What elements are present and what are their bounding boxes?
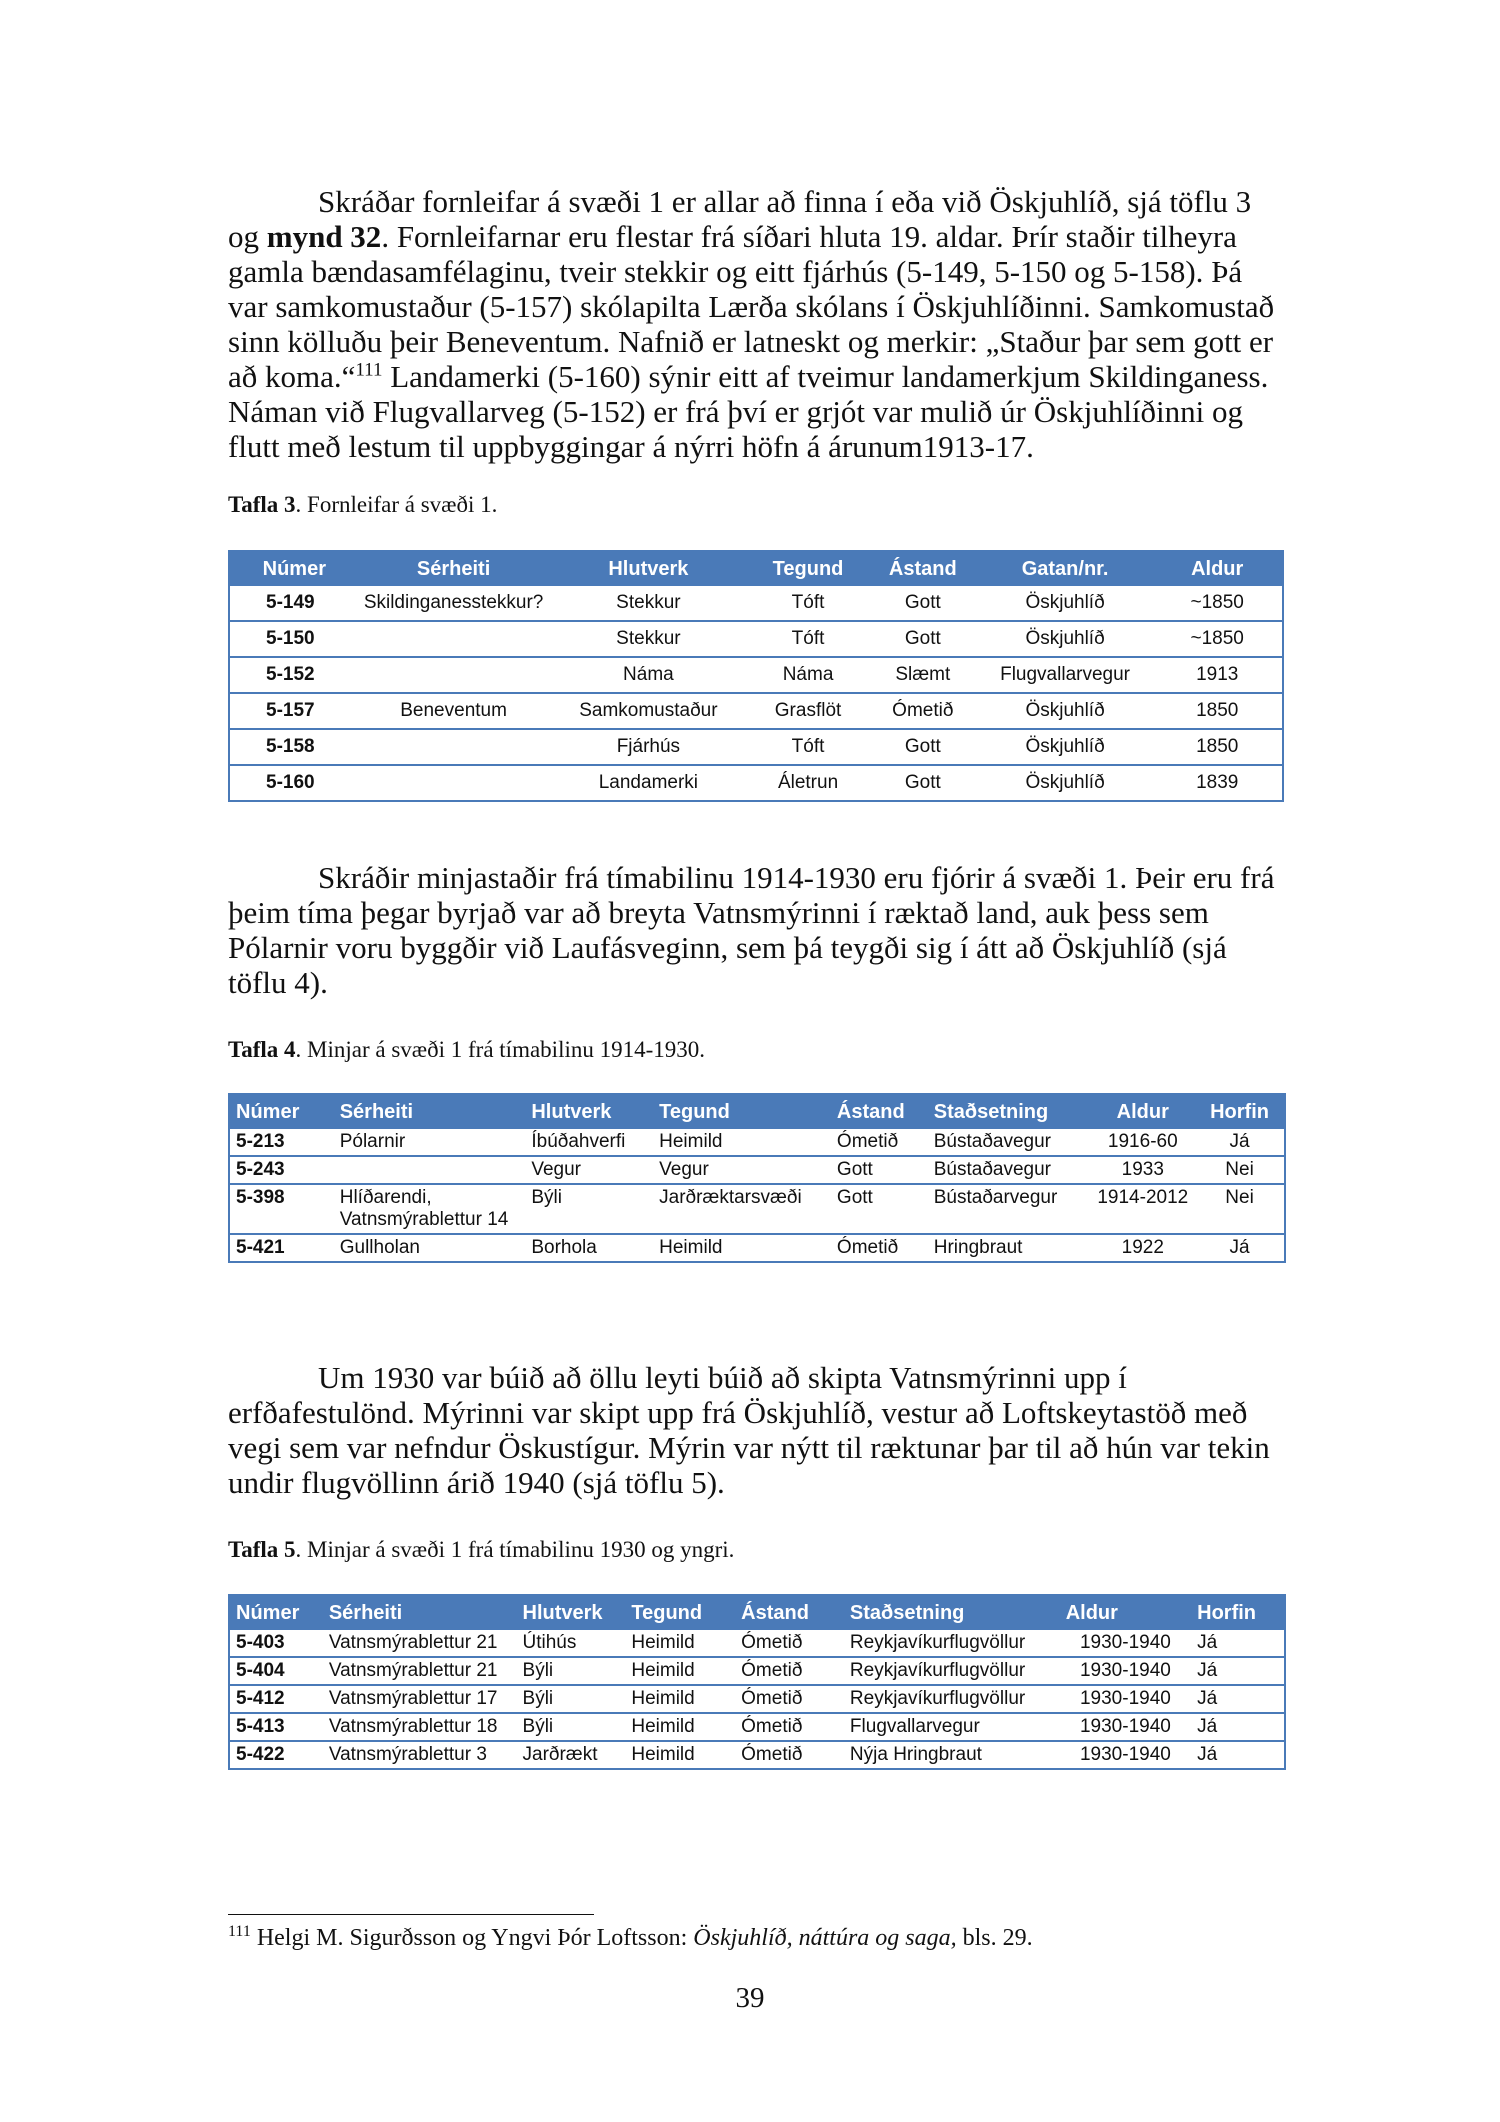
table-cell: Öskjuhlíð xyxy=(978,586,1153,621)
table-cell: 5-243 xyxy=(229,1156,334,1184)
column-header: Númer xyxy=(229,1094,334,1129)
table-cell: Vegur xyxy=(653,1156,831,1184)
column-header: Hlutverk xyxy=(549,551,749,586)
table-cell: 1930-1940 xyxy=(1060,1657,1191,1685)
table-row xyxy=(229,1685,1285,1713)
table-4 xyxy=(228,1093,1286,1263)
table-cell: 5-403 xyxy=(229,1630,323,1657)
table-cell: 5-412 xyxy=(229,1685,323,1713)
table-cell: Já xyxy=(1195,1129,1285,1156)
table-cell: 5-157 xyxy=(229,693,359,729)
table-cell: 1850 xyxy=(1152,693,1283,729)
table-cell: Vatnsmýrablettur 17 xyxy=(323,1685,517,1713)
footnote-pages: bls. 29. xyxy=(956,1925,1033,1951)
table-cell xyxy=(359,729,549,765)
table-3 xyxy=(228,550,1284,802)
table-row xyxy=(229,1184,1285,1234)
table-cell: Reykjavíkurflugvöllur xyxy=(844,1685,1060,1713)
table-cell: 5-158 xyxy=(229,729,359,765)
table-cell: Nei xyxy=(1195,1184,1285,1234)
paragraph-1 xyxy=(228,184,1283,464)
table-cell: 1930-1940 xyxy=(1060,1630,1191,1657)
footnote-number: 111 xyxy=(228,1923,251,1940)
table-cell: Ómetið xyxy=(735,1630,844,1657)
column-header: Horfin xyxy=(1195,1094,1285,1129)
table-cell: Öskjuhlíð xyxy=(978,765,1153,801)
table-cell: Grasflöt xyxy=(748,693,868,729)
table-cell: Ómetið xyxy=(868,693,978,729)
column-header: Númer xyxy=(229,551,359,586)
table-4-caption xyxy=(228,1037,705,1063)
table-cell: Heimild xyxy=(653,1129,831,1156)
table-cell: 1916-60 xyxy=(1090,1129,1195,1156)
column-header: Hlutverk xyxy=(525,1094,653,1129)
column-header: Sérheiti xyxy=(359,551,549,586)
table-row xyxy=(229,1129,1285,1156)
paragraph-3: Um 1930 var búið að öllu leyti búið að skipta Vatnsmýrinni upp í erfðafestulönd. Mýrinni var skipt upp frá Öskjuhlíð, vestur að Loftskeytastöð með vegi sem var nefndur Öskustígur. Mýrin var nýtt til ræktunar þar til að hún var tekin undir flugvöllinn árið 1940 (sjá töflu 5). xyxy=(228,1360,1270,1500)
table-4-caption-text: . Minjar á svæði 1 frá tímabilinu 1914-1930. xyxy=(295,1037,706,1062)
table-cell: Býli xyxy=(525,1184,653,1234)
table-cell: Gott xyxy=(868,765,978,801)
table-header-row xyxy=(229,1094,1285,1129)
table-cell: 1930-1940 xyxy=(1060,1713,1191,1741)
table-cell: Já xyxy=(1191,1630,1285,1657)
table-cell: Áletrun xyxy=(748,765,868,801)
table-cell: 5-149 xyxy=(229,586,359,621)
table-cell: Heimild xyxy=(625,1685,735,1713)
table-cell: Skildinganesstekkur? xyxy=(359,586,549,621)
column-header: Aldur xyxy=(1152,551,1283,586)
column-header: Númer xyxy=(229,1595,323,1630)
table-cell: 1922 xyxy=(1090,1234,1195,1262)
table-header-row xyxy=(229,551,1283,586)
table-cell: Gott xyxy=(831,1184,928,1234)
table-5-caption xyxy=(228,1537,734,1563)
table-4-caption-label: Tafla 4 xyxy=(228,1037,296,1062)
table-cell: 1839 xyxy=(1152,765,1283,801)
table-3-caption-label: Tafla 3 xyxy=(228,492,296,517)
footnote-title: Öskjuhlíð, náttúra og saga, xyxy=(693,1925,957,1951)
footnote-authors: Helgi M. Sigurðsson og Yngvi Þór Loftsson: xyxy=(250,1925,694,1951)
table-cell: Öskjuhlíð xyxy=(978,693,1153,729)
table-cell: ~1850 xyxy=(1152,586,1283,621)
footnote xyxy=(228,1925,1033,1952)
table-cell xyxy=(359,621,549,657)
table-cell: Heimild xyxy=(653,1234,831,1262)
table-cell: 5-398 xyxy=(229,1184,334,1234)
column-header: Aldur xyxy=(1090,1094,1195,1129)
table-cell: 1913 xyxy=(1152,657,1283,693)
table-cell: Vatnsmýrablettur 18 xyxy=(323,1713,517,1741)
column-header: Gatan/nr. xyxy=(978,551,1153,586)
table-cell: Reykjavíkurflugvöllur xyxy=(844,1657,1060,1685)
table-cell: Öskjuhlíð xyxy=(978,621,1153,657)
table-cell: Vatnsmýrablettur 21 xyxy=(323,1657,517,1685)
table-cell: 5-150 xyxy=(229,621,359,657)
table-cell: Heimild xyxy=(625,1741,735,1769)
table-cell: Býli xyxy=(517,1685,626,1713)
table-cell: 1933 xyxy=(1090,1156,1195,1184)
column-header: Hlutverk xyxy=(517,1595,626,1630)
figure-reference[interactable]: mynd 32 xyxy=(266,219,382,254)
table-cell: Tóft xyxy=(748,729,868,765)
table-row xyxy=(229,1234,1285,1262)
table-cell: Bústaðavegur xyxy=(928,1129,1091,1156)
table-cell: Bústaðavegur xyxy=(928,1156,1091,1184)
table-cell xyxy=(359,765,549,801)
table-cell: Öskjuhlíð xyxy=(978,729,1153,765)
table-cell: Jarðræktarsvæði xyxy=(653,1184,831,1234)
table-cell: Gott xyxy=(831,1156,928,1184)
table-cell: Vegur xyxy=(525,1156,653,1184)
column-header: Staðsetning xyxy=(928,1094,1091,1129)
table-cell: Stekkur xyxy=(549,621,749,657)
table-cell: Gott xyxy=(868,621,978,657)
table-cell: Nei xyxy=(1195,1156,1285,1184)
column-header: Sérheiti xyxy=(323,1595,517,1630)
table-cell xyxy=(334,1156,526,1184)
table-cell: Beneventum xyxy=(359,693,549,729)
table-cell: Landamerki xyxy=(549,765,749,801)
table-cell: 5-160 xyxy=(229,765,359,801)
table-row xyxy=(229,1156,1285,1184)
table-cell: Ómetið xyxy=(735,1657,844,1685)
table-cell: Hlíðarendi, Vatnsmýrablettur 14 xyxy=(334,1184,526,1234)
table-cell: 5-152 xyxy=(229,657,359,693)
paragraph-1-pre: Skráðar fornleifar á svæði 1 er allar að finna í eða við Öskjuhlíð, sjá töflu 3 og xyxy=(228,184,1252,254)
table-cell: Ómetið xyxy=(735,1713,844,1741)
table-cell: Tóft xyxy=(748,621,868,657)
table-cell: Gott xyxy=(868,729,978,765)
table-row xyxy=(229,1630,1285,1657)
table-cell: Hringbraut xyxy=(928,1234,1091,1262)
table-row xyxy=(229,1713,1285,1741)
column-header: Ástand xyxy=(831,1094,928,1129)
table-cell: Flugvallarvegur xyxy=(844,1713,1060,1741)
table-row xyxy=(229,621,1283,657)
table-cell: Íbúðahverfi xyxy=(525,1129,653,1156)
column-header: Staðsetning xyxy=(844,1595,1060,1630)
table-row xyxy=(229,1741,1285,1769)
column-header: Aldur xyxy=(1060,1595,1191,1630)
table-cell: Flugvallarvegur xyxy=(978,657,1153,693)
table-cell: Náma xyxy=(748,657,868,693)
footnote-divider xyxy=(228,1914,594,1915)
table-cell: ~1850 xyxy=(1152,621,1283,657)
table-cell: 5-404 xyxy=(229,1657,323,1685)
column-header: Ástand xyxy=(735,1595,844,1630)
column-header: Tegund xyxy=(748,551,868,586)
table-5-caption-label: Tafla 5 xyxy=(228,1537,296,1562)
column-header: Tegund xyxy=(653,1094,831,1129)
column-header: Ástand xyxy=(868,551,978,586)
table-cell: Heimild xyxy=(625,1630,735,1657)
page-number: 39 xyxy=(735,1982,765,2014)
table-cell: Bústaðarvegur xyxy=(928,1184,1091,1234)
table-cell: Fjárhús xyxy=(549,729,749,765)
table-cell: 5-213 xyxy=(229,1129,334,1156)
table-row xyxy=(229,586,1283,621)
table-cell: Já xyxy=(1195,1234,1285,1262)
table-row xyxy=(229,765,1283,801)
table-row xyxy=(229,1657,1285,1685)
table-cell: Heimild xyxy=(625,1713,735,1741)
table-5 xyxy=(228,1594,1286,1770)
table-cell: Gott xyxy=(868,586,978,621)
table-cell: Útihús xyxy=(517,1630,626,1657)
table-cell: Stekkur xyxy=(549,586,749,621)
table-cell: 1930-1940 xyxy=(1060,1741,1191,1769)
table-row xyxy=(229,729,1283,765)
table-cell: Já xyxy=(1191,1741,1285,1769)
table-cell: Já xyxy=(1191,1713,1285,1741)
table-cell: Ómetið xyxy=(831,1129,928,1156)
table-cell: Býli xyxy=(517,1713,626,1741)
table-row xyxy=(229,657,1283,693)
column-header: Sérheiti xyxy=(334,1094,526,1129)
table-cell: Borhola xyxy=(525,1234,653,1262)
table-row xyxy=(229,693,1283,729)
table-cell: Ómetið xyxy=(831,1234,928,1262)
table-cell: Vatnsmýrablettur 3 xyxy=(323,1741,517,1769)
table-5-caption-text: . Minjar á svæði 1 frá tímabilinu 1930 og yngri. xyxy=(295,1537,735,1562)
table-cell: Vatnsmýrablettur 21 xyxy=(323,1630,517,1657)
table-cell: Reykjavíkurflugvöllur xyxy=(844,1630,1060,1657)
table-cell: Nýja Hringbraut xyxy=(844,1741,1060,1769)
table-cell: Já xyxy=(1191,1685,1285,1713)
column-header: Horfin xyxy=(1191,1595,1285,1630)
table-cell xyxy=(359,657,549,693)
table-3-caption xyxy=(228,492,497,518)
paragraph-1-post: Landamerki (5-160) sýnir eitt af tveimur landamerkjum Skildinganess. Náman við Flugvallarveg (5-152) er frá því er grjót var mulið úr Öskjuhlíðinni og flutt með lestum til uppbyggingar á nýrri höfn á árunum1913-17. xyxy=(228,359,1269,464)
table-cell: Ómetið xyxy=(735,1685,844,1713)
footnote-marker[interactable]: 111 xyxy=(355,359,383,381)
table-header-row xyxy=(229,1595,1285,1630)
table-cell: Tóft xyxy=(748,586,868,621)
table-cell: Pólarnir xyxy=(334,1129,526,1156)
table-cell: 1930-1940 xyxy=(1060,1685,1191,1713)
table-cell: Heimild xyxy=(625,1657,735,1685)
table-cell: 1914-2012 xyxy=(1090,1184,1195,1234)
column-header: Tegund xyxy=(625,1595,735,1630)
table-cell: 5-413 xyxy=(229,1713,323,1741)
table-cell: Ómetið xyxy=(735,1741,844,1769)
table-3-caption-text: . Fornleifar á svæði 1. xyxy=(295,492,498,517)
paragraph-1-mid: . Fornleifarnar eru flestar frá síðari hluta 19. aldar. Þrír staðir tilheyra gamla bændasamfélaginu, tveir stekkir og eitt fjárhús (5-149, 5-150 og 5-158). Þá var samkomustaður (5-157) skólapilta Lærða skólans í Öskjuhlíðinni. Samkomustað sinn kölluðu þeir Beneventum. Nafnið er latneskt og merkir: „Staður þar sem gott er að koma.“ xyxy=(228,219,1275,394)
table-cell: Jarðrækt xyxy=(517,1741,626,1769)
table-cell: 5-421 xyxy=(229,1234,334,1262)
table-cell: Býli xyxy=(517,1657,626,1685)
table-cell: 1850 xyxy=(1152,729,1283,765)
table-cell: Samkomustaður xyxy=(549,693,749,729)
table-cell: Náma xyxy=(549,657,749,693)
table-cell: Slæmt xyxy=(868,657,978,693)
paragraph-2: Skráðir minjastaðir frá tímabilinu 1914-1930 eru fjórir á svæði 1. Þeir eru frá þeim tíma þegar byrjað var að breyta Vatnsmýrinni í ræktað land, auk þess sem Pólarnir voru byggðir við Laufásveginn, sem þá teygði sig í átt að Öskjuhlíð (sjá töflu 4). xyxy=(228,860,1275,1000)
table-cell: Gullholan xyxy=(334,1234,526,1262)
table-cell: 5-422 xyxy=(229,1741,323,1769)
table-cell: Já xyxy=(1191,1657,1285,1685)
